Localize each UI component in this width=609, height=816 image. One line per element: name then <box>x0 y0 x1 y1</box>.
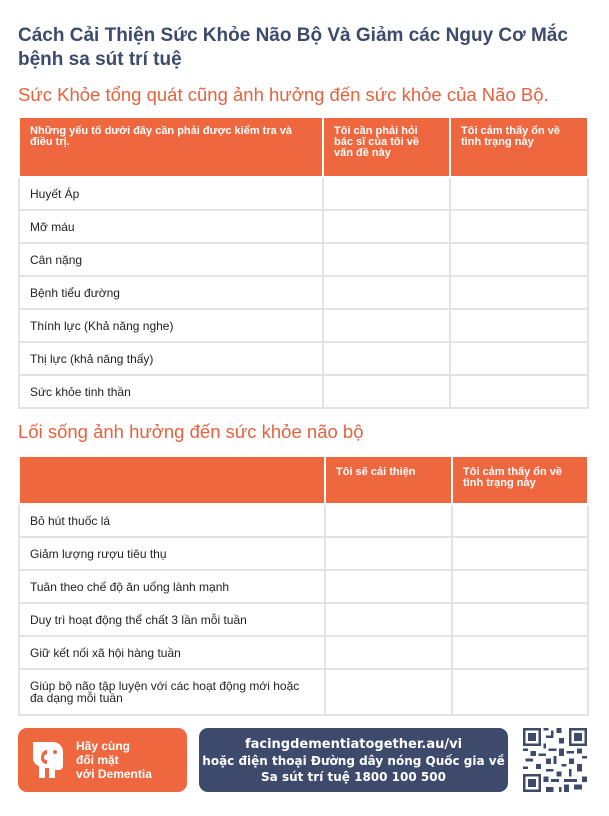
table-row <box>19 504 588 537</box>
row-label: Tuân theo chế độ ăn uống lành mạnh <box>19 570 325 603</box>
check-cell-feel-ok[interactable] <box>452 636 588 669</box>
section-heading-lifestyle: Lối sống ảnh hưởng đến sức khỏe não bộ <box>18 421 364 442</box>
table-header-row <box>19 117 588 177</box>
row-label: Giữ kết nối xã hội hàng tuần <box>19 636 325 669</box>
column-header-factors: Những yếu tố dưới đây cần phải được kiểm tra và điều trị. <box>19 117 323 177</box>
hotline-text: hoặc điện thoại Đường dây nóng Quốc gia về Sa sút trí tuệ 1800 100 500 <box>202 753 505 784</box>
brand-line: đối mặt <box>76 753 119 767</box>
table-row <box>19 342 588 375</box>
check-cell-feel-ok[interactable] <box>450 210 588 243</box>
table-header-row <box>19 456 588 504</box>
check-cell-will-improve[interactable] <box>325 504 452 537</box>
row-label: Mỡ máu <box>19 210 323 243</box>
check-cell-feel-ok[interactable] <box>452 603 588 636</box>
check-cell-feel-ok[interactable] <box>452 570 588 603</box>
row-label: Sức khỏe tinh thần <box>19 375 323 408</box>
brand-line: với Dementia <box>76 767 152 781</box>
row-label: Thị lực (khả năng thấy) <box>19 342 323 375</box>
column-header-blank <box>19 456 325 504</box>
row-label: Duy trì hoạt động thể chất 3 lần mỗi tuần <box>19 603 325 636</box>
brand-text <box>76 739 152 781</box>
table-row <box>19 177 588 210</box>
check-cell-ask-doctor[interactable] <box>323 210 450 243</box>
check-cell-will-improve[interactable] <box>325 669 452 715</box>
check-cell-ask-doctor[interactable] <box>323 243 450 276</box>
column-header-feel-ok: Tôi cảm thấy ổn về tình trạng này <box>450 117 588 177</box>
row-label: Thính lực (Khả năng nghe) <box>19 309 323 342</box>
elephant-logo-icon <box>27 738 67 782</box>
check-cell-feel-ok[interactable] <box>450 375 588 408</box>
qr-code-icon[interactable] <box>523 728 587 792</box>
table-row <box>19 603 588 636</box>
table-row <box>19 636 588 669</box>
column-header-feel-ok: Tôi cảm thấy ổn về tình trạng này <box>452 456 588 504</box>
check-cell-ask-doctor[interactable] <box>323 309 450 342</box>
check-cell-feel-ok[interactable] <box>450 309 588 342</box>
table-row <box>19 210 588 243</box>
check-cell-will-improve[interactable] <box>325 603 452 636</box>
check-cell-feel-ok[interactable] <box>452 537 588 570</box>
row-label: Bỏ hút thuốc lá <box>19 504 325 537</box>
website-link[interactable]: facingdementiatogether.au/vi <box>244 736 463 752</box>
contact-box[interactable] <box>199 728 508 792</box>
row-label: Cân nặng <box>19 243 323 276</box>
general-health-table <box>18 116 589 409</box>
check-cell-will-improve[interactable] <box>325 537 452 570</box>
table-row <box>19 276 588 309</box>
row-label: Huyết Áp <box>19 177 323 210</box>
column-header-ask-doctor: Tôi cần phải hỏi bác sĩ của tôi về vấn đề này <box>323 117 450 177</box>
table-row <box>19 669 588 715</box>
check-cell-ask-doctor[interactable] <box>323 342 450 375</box>
column-header-will-improve: Tôi sẽ cải thiện <box>325 456 452 504</box>
check-cell-feel-ok[interactable] <box>452 669 588 715</box>
page-title: Cách Cải Thiện Sức Khỏe Não Bộ Và Giảm các Nguy Cơ Mắc bệnh sa sút trí tuệ <box>18 25 568 70</box>
check-cell-ask-doctor[interactable] <box>323 177 450 210</box>
check-cell-feel-ok[interactable] <box>450 243 588 276</box>
table-row <box>19 537 588 570</box>
check-cell-feel-ok[interactable] <box>450 177 588 210</box>
check-cell-feel-ok[interactable] <box>450 342 588 375</box>
check-cell-will-improve[interactable] <box>325 636 452 669</box>
check-cell-ask-doctor[interactable] <box>323 276 450 309</box>
table-row <box>19 309 588 342</box>
check-cell-feel-ok[interactable] <box>450 276 588 309</box>
section-heading-general-health: Sức Khỏe tổng quát cũng ảnh hưởng đến sức khỏe của Não Bộ. <box>18 84 549 105</box>
table-row <box>19 570 588 603</box>
check-cell-will-improve[interactable] <box>325 570 452 603</box>
row-label: Giúp bộ não tập luyện với các hoạt động mới hoặc đa dạng mỗi tuần <box>19 669 325 715</box>
table-row <box>19 243 588 276</box>
brand-badge[interactable] <box>18 728 187 792</box>
row-label: Bệnh tiểu đường <box>19 276 323 309</box>
check-cell-feel-ok[interactable] <box>452 504 588 537</box>
lifestyle-table <box>18 455 589 716</box>
table-row <box>19 375 588 408</box>
brand-line: Hãy cùng <box>76 739 131 753</box>
row-label: Giảm lượng rượu tiêu thụ <box>19 537 325 570</box>
check-cell-ask-doctor[interactable] <box>323 375 450 408</box>
